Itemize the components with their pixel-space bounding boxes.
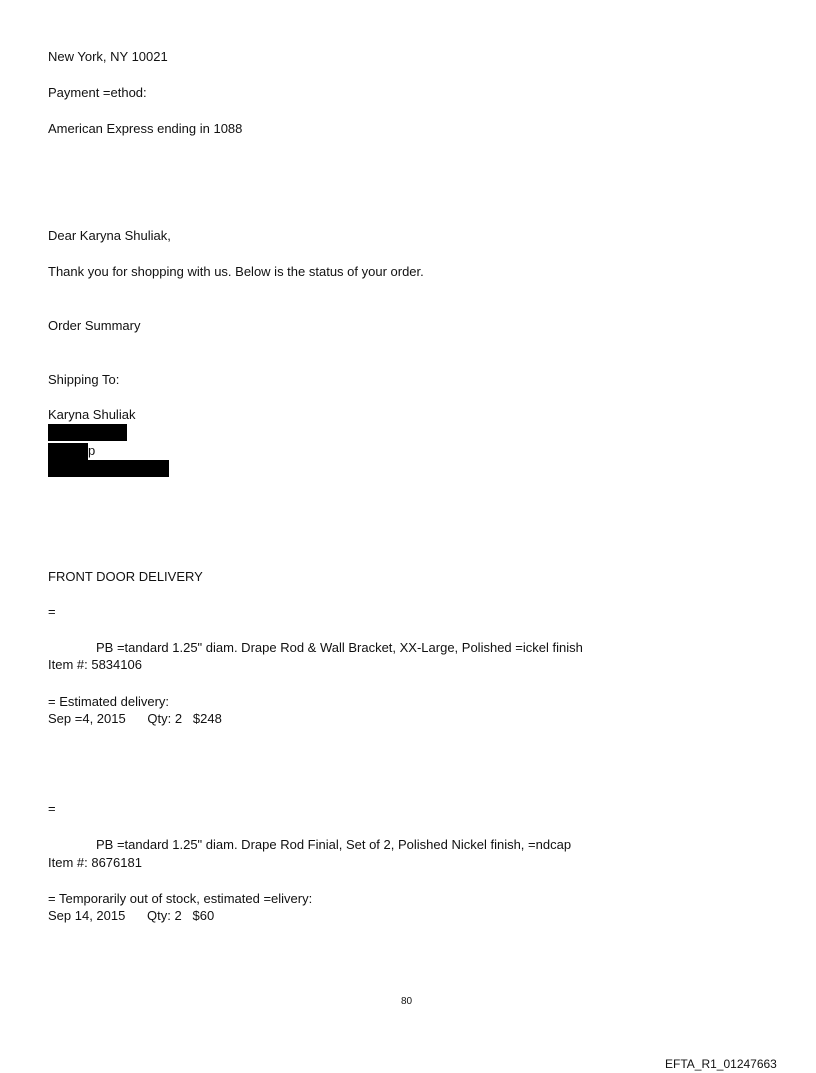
intro-text: Thank you for shopping with us. Below is the status of your order.	[48, 264, 424, 279]
ship-name: Karyna Shuliak	[48, 407, 136, 422]
item-date-qty-price: Sep 14, 2015 Qty: 2 $60	[48, 908, 215, 923]
item-marker: =	[48, 801, 56, 816]
item-status: = Estimated delivery:	[48, 694, 170, 709]
item-description: PB =tandard 1.25" diam. Drape Rod Finial, Set of 2, Polished Nickel finish, =ndcap	[96, 837, 572, 852]
redaction-bar-2	[48, 443, 88, 460]
redaction-bar-3	[48, 460, 169, 477]
redaction-bar-1	[48, 424, 127, 441]
item-number: Item #: 8676181	[48, 855, 142, 870]
item-status: = Temporarily out of stock, estimated =elivery:	[48, 891, 313, 906]
item-marker: =	[48, 604, 56, 619]
shipping-to-label: Shipping To:	[48, 372, 120, 387]
redacted-fragment: p	[88, 443, 96, 458]
page-number: 80	[401, 996, 413, 1007]
item-description: PB =tandard 1.25" diam. Drape Rod & Wall Bracket, XX-Large, Polished =ickel finish	[96, 640, 583, 655]
document-id: EFTA_R1_01247663	[665, 1057, 777, 1071]
payment-label: Payment =ethod:	[48, 85, 147, 100]
item-date-qty-price: Sep =4, 2015 Qty: 2 $248	[48, 711, 222, 726]
order-summary-heading: Order Summary	[48, 318, 141, 333]
address-line: New York, NY 10021	[48, 49, 168, 64]
payment-value: American Express ending in 1088	[48, 121, 243, 136]
greeting: Dear Karyna Shuliak,	[48, 228, 171, 243]
delivery-method: FRONT DOOR DELIVERY	[48, 569, 203, 584]
item-number: Item #: 5834106	[48, 657, 142, 672]
